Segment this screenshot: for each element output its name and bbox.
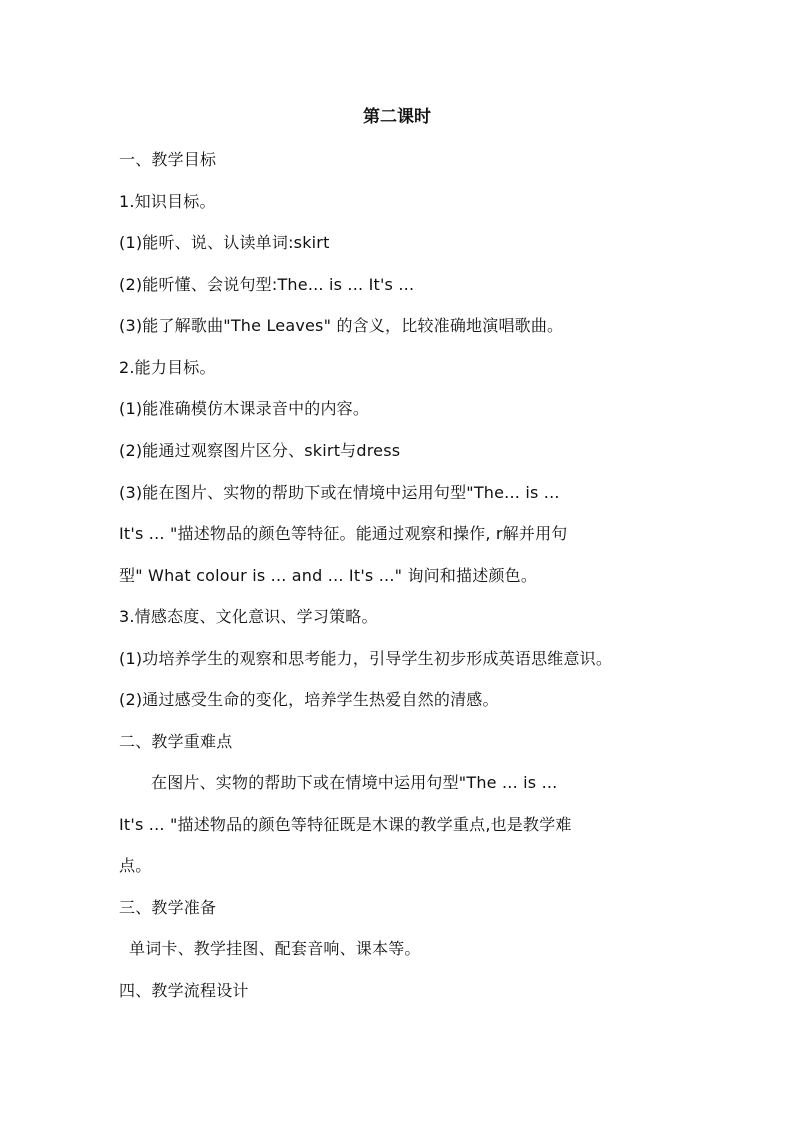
section-heading-preparation: 三、教学准备: [119, 898, 217, 917]
section-heading-key-points: 二、教学重难点: [119, 732, 233, 751]
text-line: (3)能在图片、实物的帮助下或在情境中运用句型"The... is ...: [119, 483, 560, 502]
section-heading-process: 四、教学流程设计: [119, 981, 249, 1000]
subheading-ability: 2.能力目标。: [119, 358, 216, 377]
text-line: 在图片、实物的帮助下或在情境中运用句型"The ... is ...: [151, 773, 558, 792]
text-line: 型" What colour is ... and ... It's ..." 询问和描述颜色。: [119, 566, 538, 585]
page-title: 第二课时: [363, 107, 431, 127]
text-line: (1)能准确模仿木课录音中的内容。: [119, 399, 370, 418]
section-heading-objectives: 一、教学目标: [119, 150, 217, 169]
subheading-knowledge: 1.知识目标。: [119, 192, 216, 211]
text-line: (1)功培养学生的观察和思考能力，引导学生初步形成英语思维意识。: [119, 649, 613, 668]
text-line: 单词卡、教学挂图、配套音响、课本等。: [129, 939, 421, 958]
text-line: It's ... "描述物品的颜色等特征。能通过观察和操作, r解并用句: [119, 524, 568, 543]
text-line: (1)能听、说、认读单词:skirt: [119, 233, 330, 252]
text-line: (3)能了解歌曲"The Leaves" 的含义，比较准确地演唱歌曲。: [119, 316, 564, 335]
subheading-attitude: 3.情感态度、文化意识、学习策略。: [119, 607, 378, 626]
text-line: (2)能通过观察图片区分、skirt与dress: [119, 441, 401, 460]
text-line: It's ... "描述物品的颜色等特征既是木课的教学重点,也是教学难: [119, 815, 572, 834]
text-line: 点。: [119, 856, 152, 875]
text-line: (2)能听懂、会说句型:The... is ... It's ...: [119, 275, 415, 294]
text-line: (2)通过感受生命的变化，培养学生热爱自然的清感。: [119, 690, 499, 709]
